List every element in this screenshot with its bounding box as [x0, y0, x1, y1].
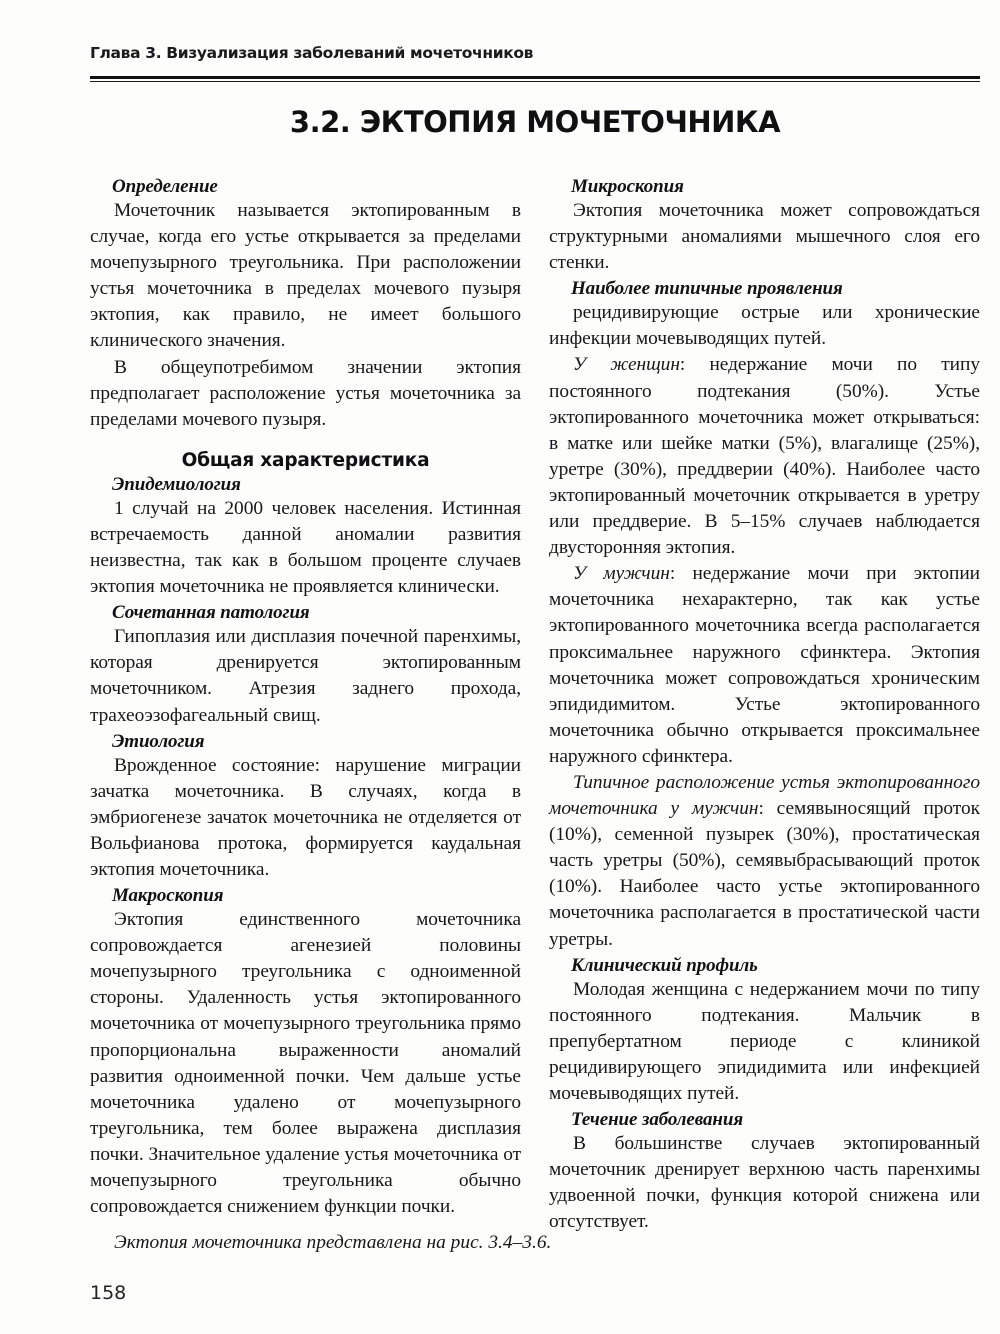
lead-in-men: У мужчин [573, 563, 670, 585]
heading-disease-course: Течение заболевания [571, 1109, 744, 1131]
heading-etiology: Этиология [112, 730, 205, 752]
heading-epidemiology: Эпидемиология [112, 473, 241, 495]
paragraph-in-women [549, 352, 980, 561]
header-rule [90, 76, 980, 82]
paragraph-in-men [549, 561, 980, 770]
paragraph-etiology: Врожденное состояние: нарушение миграции зачатка мочеточника. В случаях, когда в эмбриогенезе зачаток мочеточника не отделяется от Вольфианова протока, формируется каудальная эктопия мочеточника. [90, 754, 521, 880]
header-rule-thin [90, 81, 980, 82]
paragraph-clinical-profile: Молодая женщина с недержанием мочи по типу постоянного подтекания. Мальчик в препубертатном периоде с клиникой рецидивирующего эпидидимита или инфекцией мочевыводящих путей. [549, 978, 980, 1104]
heading-definition: Определение [112, 176, 218, 197]
heading-general-characteristics: Общая характеристика [181, 449, 430, 471]
paragraph-epidemiology: 1 случай на 2000 человек населения. Истинная встречаемость данной аномалии развития неизвестна, так как в большом проценте случаев эктопия мочеточника не проявляется клинически. [90, 497, 521, 598]
paragraph-typical-location [549, 770, 980, 953]
heading-associated-pathology: Сочетанная патология [112, 602, 310, 624]
lead-in-women: У женщин [573, 354, 680, 376]
paragraph-typical-location-text: : семявыносящий проток (10%), семенной пузырек (30%), простатическая часть уретры (50%), семявыбрасывающий проток (10%). Наиболее часто устье эктопированного мочеточника располагается в простатической части уретры. [549, 798, 980, 950]
heading-microscopy: Микроскопия [571, 176, 684, 197]
paragraph-macroscopy: Эктопия единственного мочеточника сопровождается агенезией половины мочепузырного треугольника с одноименной стороны. Удаленность устья эктопированного мочеточника от мочепузырного треугольника прямо пропорциональна выраженности аномалий развития одноименной почки. Чем дальше устье мочеточника удалено от мочепузырного треугольника, тем более выражена дисплазия почки. Значительное удаление устья мочеточника от мочепузырного треугольника обычно сопровождается снижением функции почки. [90, 909, 522, 1218]
page-title: 3.2. ЭКТОПИЯ МОЧЕТОЧНИКА [289, 105, 781, 139]
left-column [90, 176, 522, 1218]
paragraph-in-men-text: : недержание мочи при эктопии мочеточника нехарактерно, так как устье эктопированного мочеточника всегда располагается проксимальнее наружного сфинктера. Эктопия мочеточника может сопровождаться хроническим эпидидимитом. Устье эктопированного мочеточника обычно открывается проксимальнее наружного сфинктера. [549, 563, 980, 767]
figure-reference-note: Эктопия мочеточника представлена на рис. 3.4–3.6. [114, 1232, 552, 1253]
page-number: 158 [90, 1282, 127, 1304]
heading-typical-manifestations: Наиболее типичные проявления [571, 278, 843, 300]
running-header: Глава 3. Визуализация заболеваний мочеточников [90, 44, 534, 62]
paragraph-microscopy: Эктопия мочеточника может сопровождаться структурными аномалиями мышечного слоя его стенки. [549, 200, 980, 274]
paragraph-definition-2: В общеупотребимом значении эктопия предполагает расположение устья мочеточника за пределами мочевого пузыря. [90, 356, 521, 430]
body-columns [90, 176, 980, 1233]
heading-clinical-profile: Клинический профиль [571, 954, 758, 976]
paragraph-associated-pathology: Гипоплазия или дисплазия почечной паренхимы, которая дренируется эктопированным мочеточником. Атрезия заднего прохода, трахеоэзофагеальный свищ. [90, 626, 521, 726]
right-column [549, 176, 980, 1233]
lead-typical-location: Типичное расположение устья эктопированного мочеточника у мужчин [549, 771, 980, 820]
paragraph-disease-course: В большинстве случаев эктопированный мочеточник дренирует верхнюю часть паренхимы удвоенной почки, функция которой снижена или отсутствует. [549, 1133, 980, 1233]
paragraph-in-women-text: : недержание мочи по типу постоянного подтекания (50%). Устье эктопированного мочеточника может открываться: в матке или шейке матки (5%), влагалище (25%), уретре (30%), преддверии (40%). Наиболее часто эктопированный мочеточник открывается в уретру или преддверие. В 5–15% случаев наблюдается двусторонняя эктопия. [549, 354, 980, 559]
paragraph-definition-1: Мочеточник называется эктопированным в случае, когда его устье открывается за пределами мочепузырного треугольника. При расположении устья мочеточника в пределах мочевого пузыря эктопия, как правило, не имеет большого клинического значения. [90, 200, 521, 352]
paragraph-typical-manifestations: рецидивирующие острые или хронические инфекции мочевыводящих путей. [549, 302, 980, 350]
heading-macroscopy: Макроскопия [112, 885, 224, 907]
